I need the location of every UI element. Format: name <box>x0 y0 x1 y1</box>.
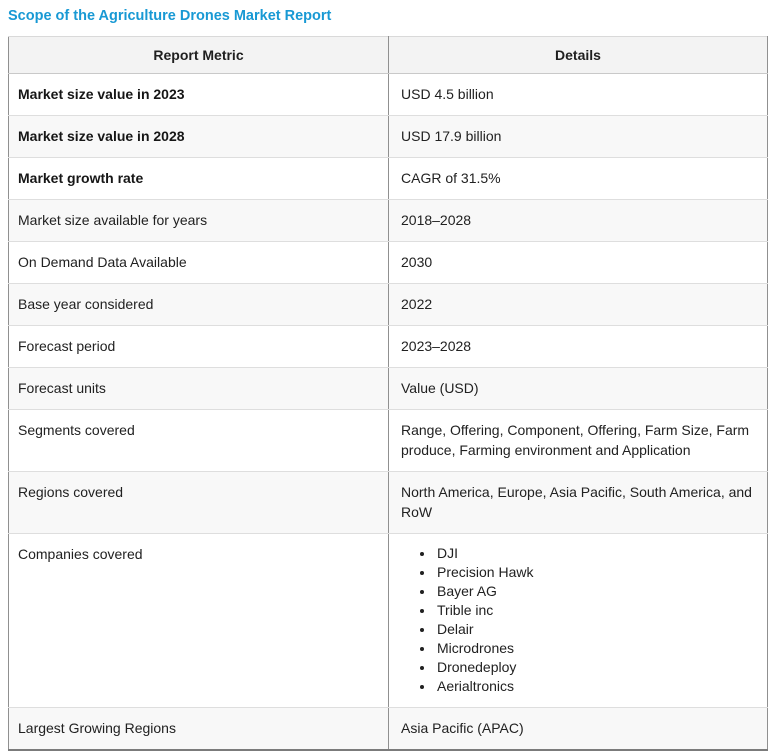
table-row-on-demand-data <box>9 242 768 284</box>
metric-cell: On Demand Data Available <box>9 242 389 284</box>
column-header-report-metric: Report Metric <box>9 37 389 74</box>
table-row-segments-covered <box>9 410 768 472</box>
table-row-forecast-units <box>9 368 768 410</box>
metric-cell: Forecast period <box>9 326 389 368</box>
metric-cell: Market size available for years <box>9 200 389 242</box>
report-scope-table <box>8 36 768 751</box>
detail-cell: 2030 <box>389 242 768 284</box>
table-row-regions-covered <box>9 472 768 534</box>
metric-cell: Largest Growing Regions <box>9 708 389 751</box>
metric-cell: Market size value in 2023 <box>9 74 389 116</box>
detail-cell: USD 4.5 billion <box>389 74 768 116</box>
company-list-item: • DJI <box>435 544 755 563</box>
column-header-details: Details <box>389 37 768 74</box>
detail-cell: Value (USD) <box>389 368 768 410</box>
metric-cell: Market size value in 2028 <box>9 116 389 158</box>
table-row-companies-covered <box>9 534 768 708</box>
metric-cell: Regions covered <box>9 472 389 534</box>
detail-cell: CAGR of 31.5% <box>389 158 768 200</box>
detail-cell: North America, Europe, Asia Pacific, South America, and RoW <box>389 472 768 534</box>
company-list-item: • Precision Hawk <box>435 563 755 582</box>
metric-cell: Base year considered <box>9 284 389 326</box>
company-list-item: • Bayer AG <box>435 582 755 601</box>
table-header-row <box>9 37 768 74</box>
page-title: Scope of the Agriculture Drones Market Report <box>8 8 332 24</box>
detail-cell: Asia Pacific (APAC) <box>389 708 768 751</box>
table-row-market-growth-rate <box>9 158 768 200</box>
detail-cell: 2018–2028 <box>389 200 768 242</box>
table-row-market-size-2028 <box>9 116 768 158</box>
metric-cell: Segments covered <box>9 410 389 472</box>
company-list-item: • Aerialtronics <box>435 677 755 696</box>
company-list-item: • Trible inc <box>435 601 755 620</box>
metric-cell: Forecast units <box>9 368 389 410</box>
table-row-base-year <box>9 284 768 326</box>
table-row-largest-growing-regions <box>9 708 768 751</box>
company-list-item: • Delair <box>435 620 755 639</box>
table-row-years-available <box>9 200 768 242</box>
detail-cell: USD 17.9 billion <box>389 116 768 158</box>
detail-cell: 2023–2028 <box>389 326 768 368</box>
companies-list <box>401 544 755 696</box>
metric-cell: Companies covered <box>9 534 389 708</box>
metric-cell: Market growth rate <box>9 158 389 200</box>
detail-cell: Range, Offering, Component, Offering, Farm Size, Farm produce, Farming environment and Application <box>389 410 768 472</box>
table-row-market-size-2023 <box>9 74 768 116</box>
detail-cell <box>389 534 768 708</box>
table-row-forecast-period <box>9 326 768 368</box>
detail-cell: 2022 <box>389 284 768 326</box>
company-list-item: • Microdrones <box>435 639 755 658</box>
company-list-item: • Dronedeploy <box>435 658 755 677</box>
